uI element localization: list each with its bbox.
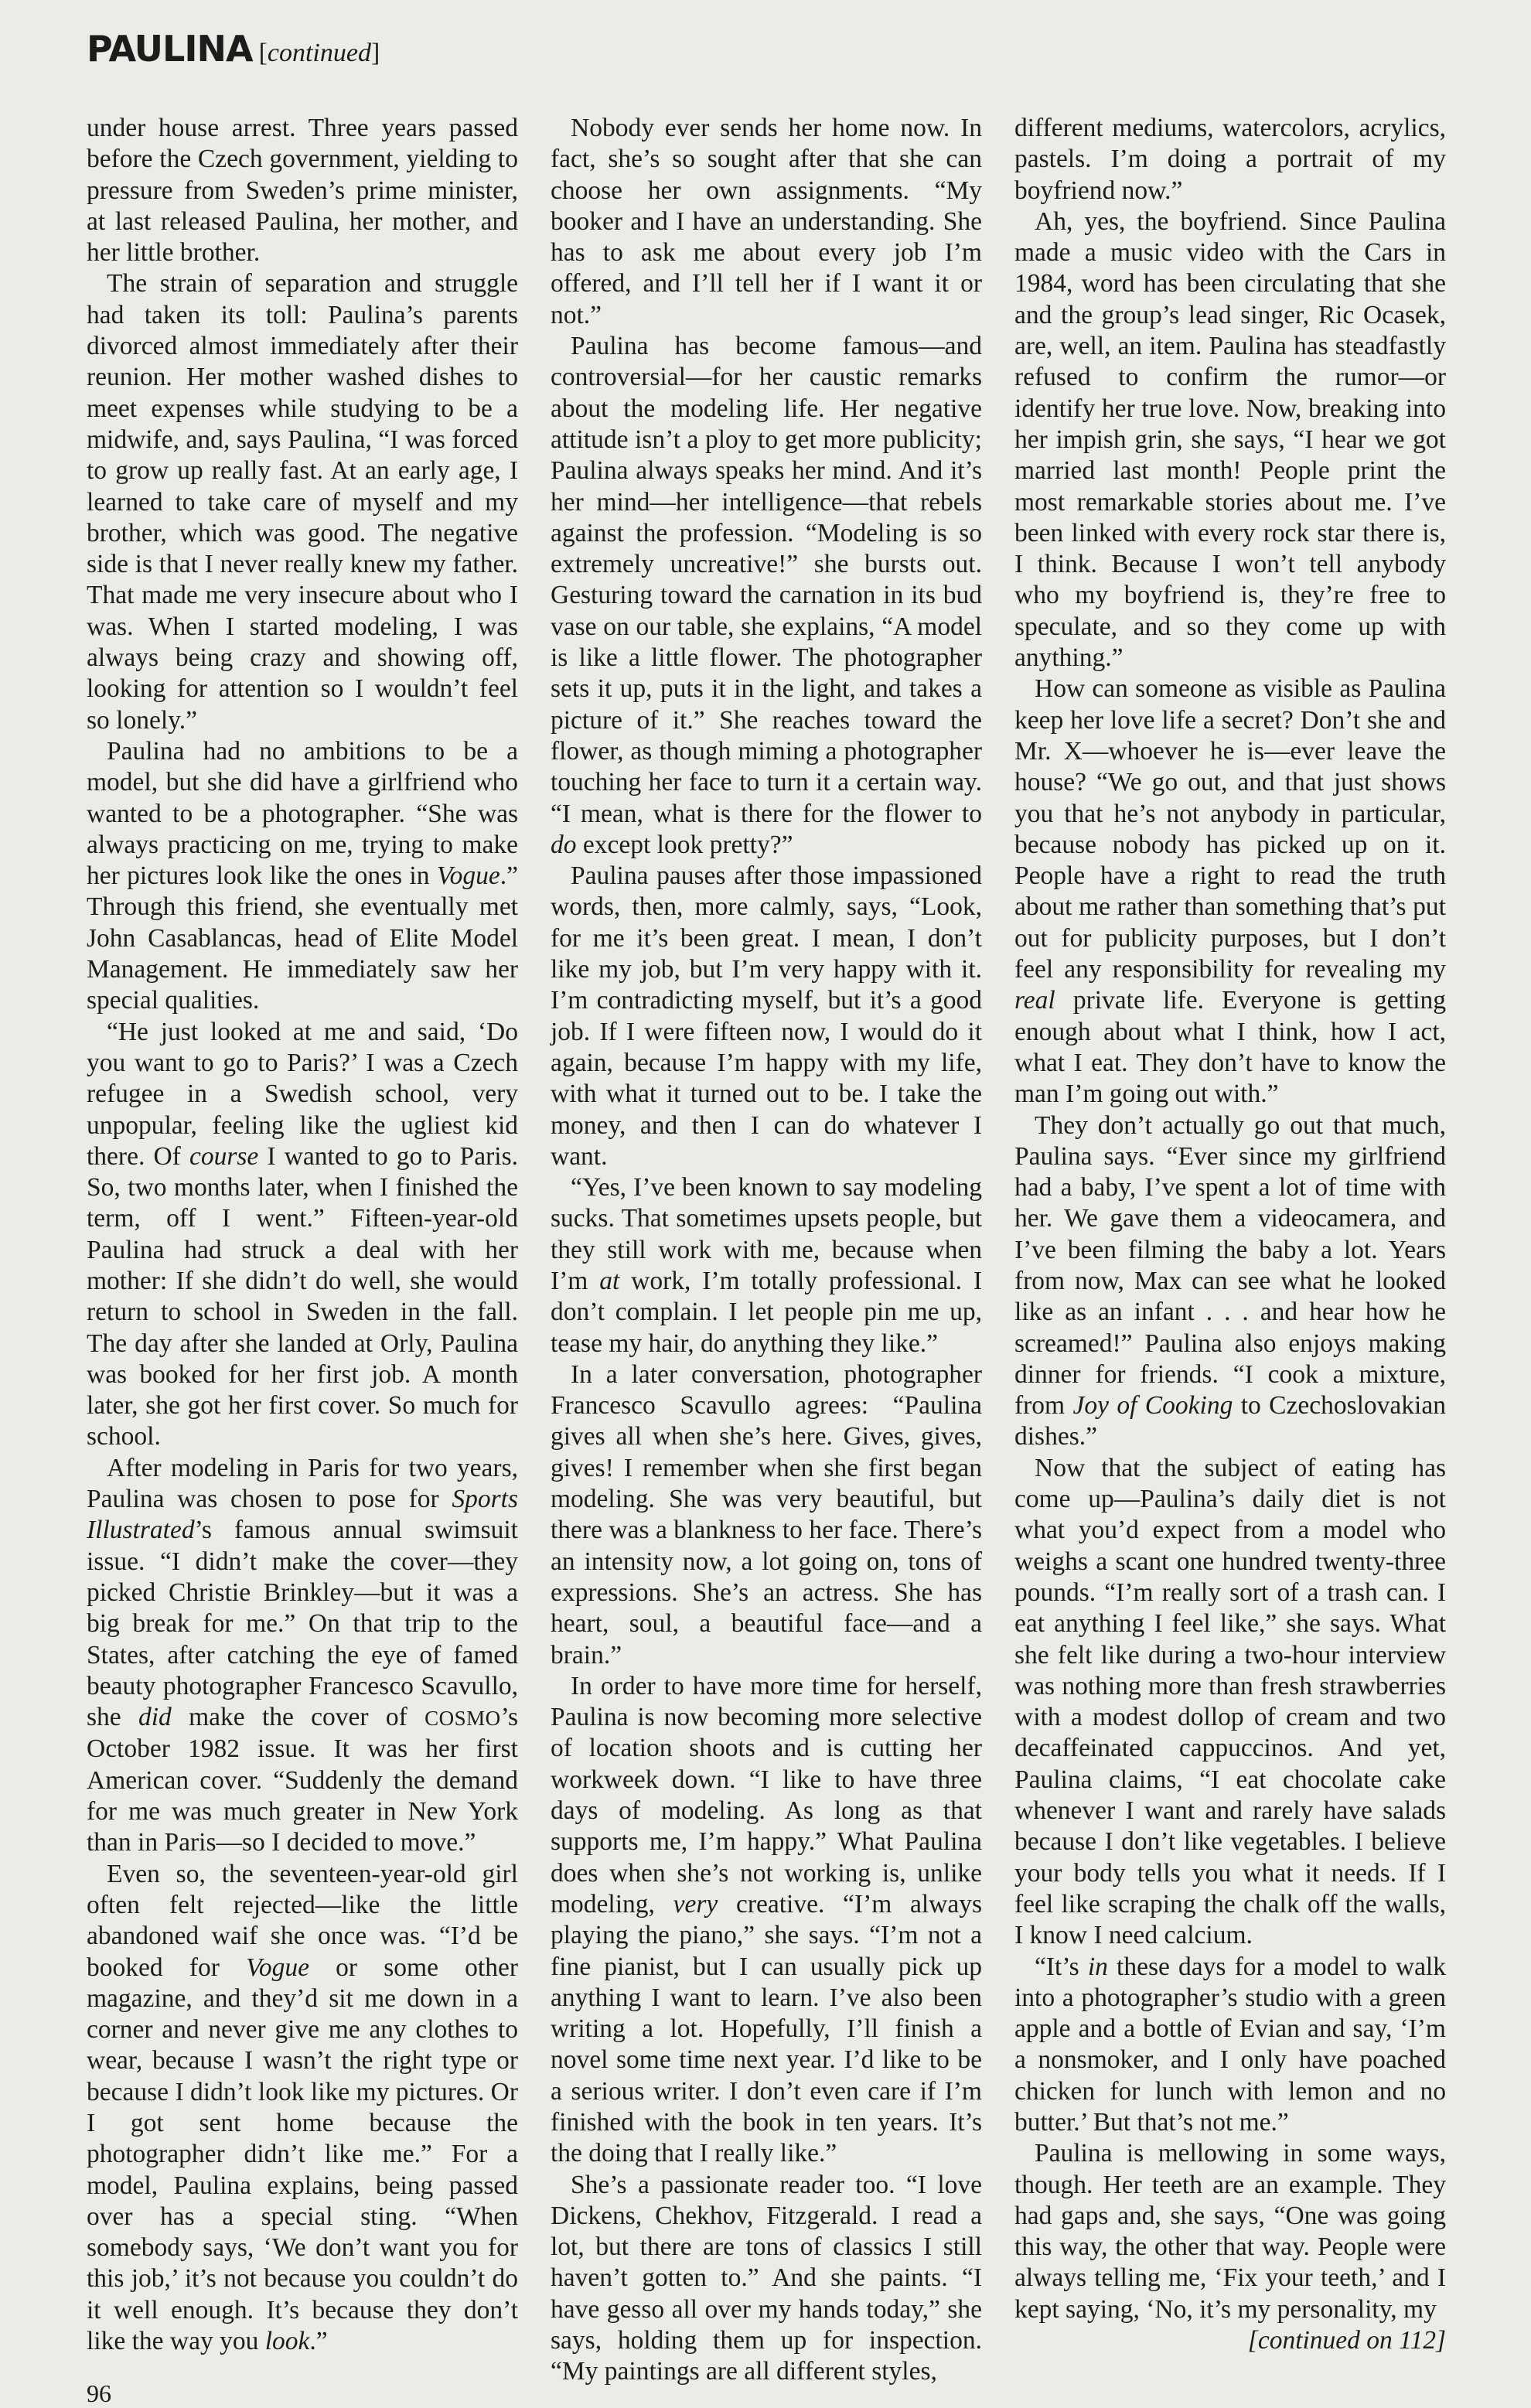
paragraph	[87, 268, 518, 735]
paragraph	[1014, 1110, 1446, 1453]
text-run: “He just looked at me and said, ‘Do you want to go to Paris?’ I was a Czech refugee in a Swedish school, very unpopular, feeling like the ugliest kid there. Of	[87, 1017, 518, 1171]
italic-text: at	[599, 1266, 620, 1295]
paragraph	[551, 861, 982, 1172]
article-title: PAULINA	[87, 28, 253, 70]
continued-on-text: continued on 112	[1257, 2326, 1436, 2355]
italic-text: Vogue	[246, 1953, 309, 1982]
paragraph	[551, 2170, 982, 2388]
text-run: .” Through this friend, she eventually met John Casablancas, head of Elite Model Management. He immediately saw her special qualities.	[87, 861, 518, 1015]
paragraph	[551, 331, 982, 861]
text-run: different mediums, watercolors, acrylics, pastels. I’m doing a portrait of my boyfriend now.”	[1014, 114, 1446, 205]
text-run: Now that the subject of eating has come up—Paulina’s daily diet is not what you’d expect from a model who weighs a scant one hundred twenty-three pounds. “I’m really sort of a trash can. I eat anything I feel like,” she says. What she felt like during a two-hour interview was nothing more than fresh strawberries with a modest dollop of cream and two decaffeinated cappuccinos. And yet, Paulina claims, “I eat chocolate cake whenever I want and rarely have salads because I don’t like vegetables. I believe your body tells you what it needs. If I feel like scraping the chalk off the walls, I know I need calcium.	[1014, 1453, 1446, 1950]
text-run: except look pretty?”	[576, 830, 793, 859]
text-run: She’s a passionate reader too. “I love Dickens, Chekhov, Fitzgerald. I read a lot, but there are tons of classics I still haven’t gotten to.” And she paints. “I have gesso all over my hands today,” she says, holding them up for inspection. “My paintings are all different styles,	[551, 2170, 982, 2386]
paragraph	[551, 1172, 982, 1359]
text-run: How can someone as visible as Paulina keep her love life a secret? Don’t she and Mr. X—whoever he is—ever leave the house? “We go out, and that just shows you that he’s not anybody in particular, because nobody has picked up on it. People have a right to read the truth about me rather than something that’s put out for publicity purposes, but I don’t feel any responsibility for revealing my	[1014, 674, 1446, 984]
text-run: In order to have more time for herself, Paulina is now becoming more selective of location shoots and is cutting her workweek down. “I like to have three days of modeling. As long as that supports me, I’m happy.” What Paulina does when she’s not working is, unlike modeling,	[551, 1671, 982, 1919]
italic-text: Sports Illustrated	[87, 1485, 518, 1545]
continued-label: [continued]	[258, 39, 380, 67]
text-run: “It’s	[1035, 1952, 1088, 1981]
text-run: creative. “I’m always playing the piano,” she says. “I’m not a fine pianist, but I can usually pick up anything I want to learn. I’ve also been writing a lot. Hopefully, I’ll finish a novel some time next year. I’d like to be a serious writer. I don’t even care if I’m finished with the book in ten years. It’s the doing that I really like.”	[551, 1889, 983, 2168]
text-run: make the cover of	[171, 1703, 425, 1732]
paragraph	[87, 736, 518, 1017]
text-column-1-body	[87, 113, 518, 2357]
italic-text: real	[1014, 986, 1055, 1015]
text-run: Even so, the seventeen-year-old girl often felt rejected—like the little abandoned waif she once was. “I’d be booked for	[87, 1859, 518, 1982]
italic-text: do	[551, 830, 577, 859]
text-run: ’s October 1982 issue. It was her first American cover. “Suddenly the demand for me was much greater in New York than in Paris—so I decided to move.”	[87, 1703, 518, 1857]
paragraph	[551, 1359, 982, 1671]
text-run: They don’t actually go out that much, Paulina says. “Ever since my girlfriend had a baby, I’ve spent a lot of time with her. We gave them a videocamera, and I’ve been filming the baby a lot. Years from now, Max can see what he looked like as an infant . . . and hear how he screamed!” Paulina also enjoys making dinner for friends. “I cook a mixture, from	[1014, 1110, 1446, 1421]
paragraph	[1014, 206, 1446, 674]
continued-on-note: [continued on 112]	[1247, 2326, 1446, 2355]
paragraph	[1014, 1952, 1446, 2139]
paragraph	[551, 1671, 982, 2170]
text-run: In a later conversation, photographer Francesco Scavullo agrees: “Paulina gives all when she’s here. Gives, gives, gives! I remember when she first began modeling. She was very beautiful, but there was a blankness to her face. There’s an intensity now, a lot going on, tons of expressions. She’s an actress. She has heart, soul, a beautiful face—and a brain.”	[551, 1359, 982, 1670]
text-run: Ah, yes, the boyfriend. Since Paulina made a music video with the Cars in 1984, word has been circulating that she and the group’s lead singer, Ric Ocasek, are, well, an item. Paulina has steadfastly refused to confirm the rumor—or identify her true love. Now, breaking into her impish grin, she says, “I hear we got married last month! People print the most remarkable stories about me. I’ve been linked with every rock star there is, I think. Because I won’t tell anybody who my boyfriend is, they’re free to speculate, and so they come up with anything.”	[1014, 206, 1446, 673]
text-run: Paulina has become famous—and controversial—for her caustic remarks about the modeling life. Her negative attitude isn’t a ploy to get more publicity; Paulina always speaks her mind. And it’s her mind—her intelligence—that rebels against the profession. “Modeling is so extremely uncreative!” she bursts out. Gesturing toward the carnation in its bud vase on our table, she explains, “A model is like a little flower. The photographer sets it up, puts it in the light, and takes a picture of it.” She reaches toward the flower, as though miming a photographer touching her face to turn it a certain way. “I mean, what is there for the flower to	[551, 332, 982, 828]
text-run: After modeling in Paris for two years, Paulina was chosen to pose for	[87, 1453, 518, 1514]
continued-text: continued	[267, 39, 371, 67]
paragraph	[551, 113, 982, 331]
text-run: .”	[309, 2327, 328, 2356]
small-caps-text: COSMO	[425, 1707, 501, 1731]
italic-text: look	[264, 2327, 310, 2356]
text-run: or some other magazine, and they’d sit me down in a corner and never give me any clothes to wear, because I wasn’t the right type or because I didn’t look like my pictures. Or I got sent home because the photographer didn’t like me.” For a model, Paulina explains, being passed over has a special sting. “When somebody says, ‘We don’t want you for this job,’ it’s not because you couldn’t do it well enough. It’s because they don’t like the way you	[87, 1953, 518, 2356]
text-column-2	[551, 113, 982, 2388]
paragraph	[1014, 674, 1446, 1110]
italic-text: very	[673, 1889, 718, 1919]
text-run: to Czechoslovakian dishes.”	[1014, 1391, 1446, 1451]
article-heading	[87, 28, 380, 70]
paragraph	[87, 1453, 518, 1859]
paragraph	[1014, 2138, 1446, 2325]
text-run: Paulina had no ambitions to be a model, but she did have a girlfriend who wanted to be a photographer. “She was always practicing on me, trying to make her pictures look like the ones in	[87, 736, 518, 891]
text-run: I wanted to go to Paris. So, two months later, when I finished the term, off I went.” Fifteen-year-old Paulina had struck a deal with her mother: If she didn’t do well, she would return to school in Sweden in the fall. The day after she landed at Orly, Paulina was booked for her first job. A month later, she got her first cover. So much for school.	[87, 1141, 518, 1451]
italic-text: Vogue	[436, 861, 500, 891]
italic-text: course	[189, 1141, 259, 1171]
page-number: 96	[87, 2379, 111, 2408]
paragraph	[87, 1859, 518, 2358]
italic-text: did	[138, 1703, 172, 1732]
text-run: work, I’m totally professional. I don’t complain. I let people pin me up, tease my hair, do anything they like.”	[551, 1266, 982, 1358]
text-run: Paulina pauses after those impassioned words, then, more calmly, says, “Look, for me it’s been great. I mean, I don’t like my job, but I’m very happy with it. I’m contradicting myself, but it’s a good job. If I were fifteen now, I would do it again, because I’m happy with my life, with what it turned out to be. I take the money, and then I can do whatever I want.	[551, 861, 982, 1171]
paragraph	[87, 1017, 518, 1453]
text-run: under house arrest. Three years passed before the Czech government, yielding to pressure from Sweden’s prime minister, at last released Paulina, her mother, and her little brother.	[87, 114, 518, 268]
text-column-2-body	[551, 113, 982, 2388]
text-run: Nobody ever sends her home now. In fact, she’s so sought after that she can choose her own assignments. “My booker and I have an understanding. She has to ask me about every job I’m offered, and I’ll tell her if I want it or not.”	[551, 114, 982, 329]
text-run: “Yes, I’ve been known to say modeling sucks. That sometimes upsets people, but they still work with me, because when I’m	[551, 1173, 982, 1295]
text-column-3-body	[1014, 113, 1446, 2356]
text-run: these days for a model to walk into a photographer’s studio with a green apple and a bottle of Evian and say, ‘I’m a nonsmoker, and I only have poached chicken for lunch with lemon and no butter.’ But that’s not me.”	[1014, 1952, 1446, 2137]
text-column-3	[1014, 113, 1446, 2356]
paragraph	[87, 113, 518, 268]
text-run: Paulina is mellowing in some ways, though. Her teeth are an example. They had gaps and, she says, “One was going this way, the other that way. People were always telling me, ‘Fix your teeth,’ and I kept saying, ‘No, it’s my personality, my	[1014, 2139, 1446, 2324]
italic-text: Joy of Cooking	[1072, 1391, 1233, 1421]
text-column-1	[87, 113, 518, 2408]
text-run: private life. Everyone is getting enough about what I think, how I act, what I eat. They don’t have to know the man I’m going out with.”	[1014, 986, 1446, 1109]
text-run: The strain of separation and struggle had taken its toll: Paulina’s parents divorced almost immediately after their reunion. Her mother washed dishes to meet expenses while studying to be a midwife, and, says Paulina, “I was forced to grow up really fast. At an early age, I learned to take care of myself and my brother, which was good. The negative side is that I never really knew my father. That made me very insecure about who I was. When I started modeling, I was always being crazy and showing off, looking for attention so I wouldn’t feel so lonely.”	[87, 269, 518, 735]
paragraph	[1014, 113, 1446, 206]
paragraph	[1014, 1453, 1446, 1952]
text-run: ’s famous annual swimsuit issue. “I didn’t make the cover—they picked Christie Brinkley—but it was a big break for me.” On that trip to the States, after catching the eye of famed beauty photographer Francesco Scavullo, she	[87, 1516, 518, 1732]
italic-text: in	[1087, 1952, 1108, 1981]
